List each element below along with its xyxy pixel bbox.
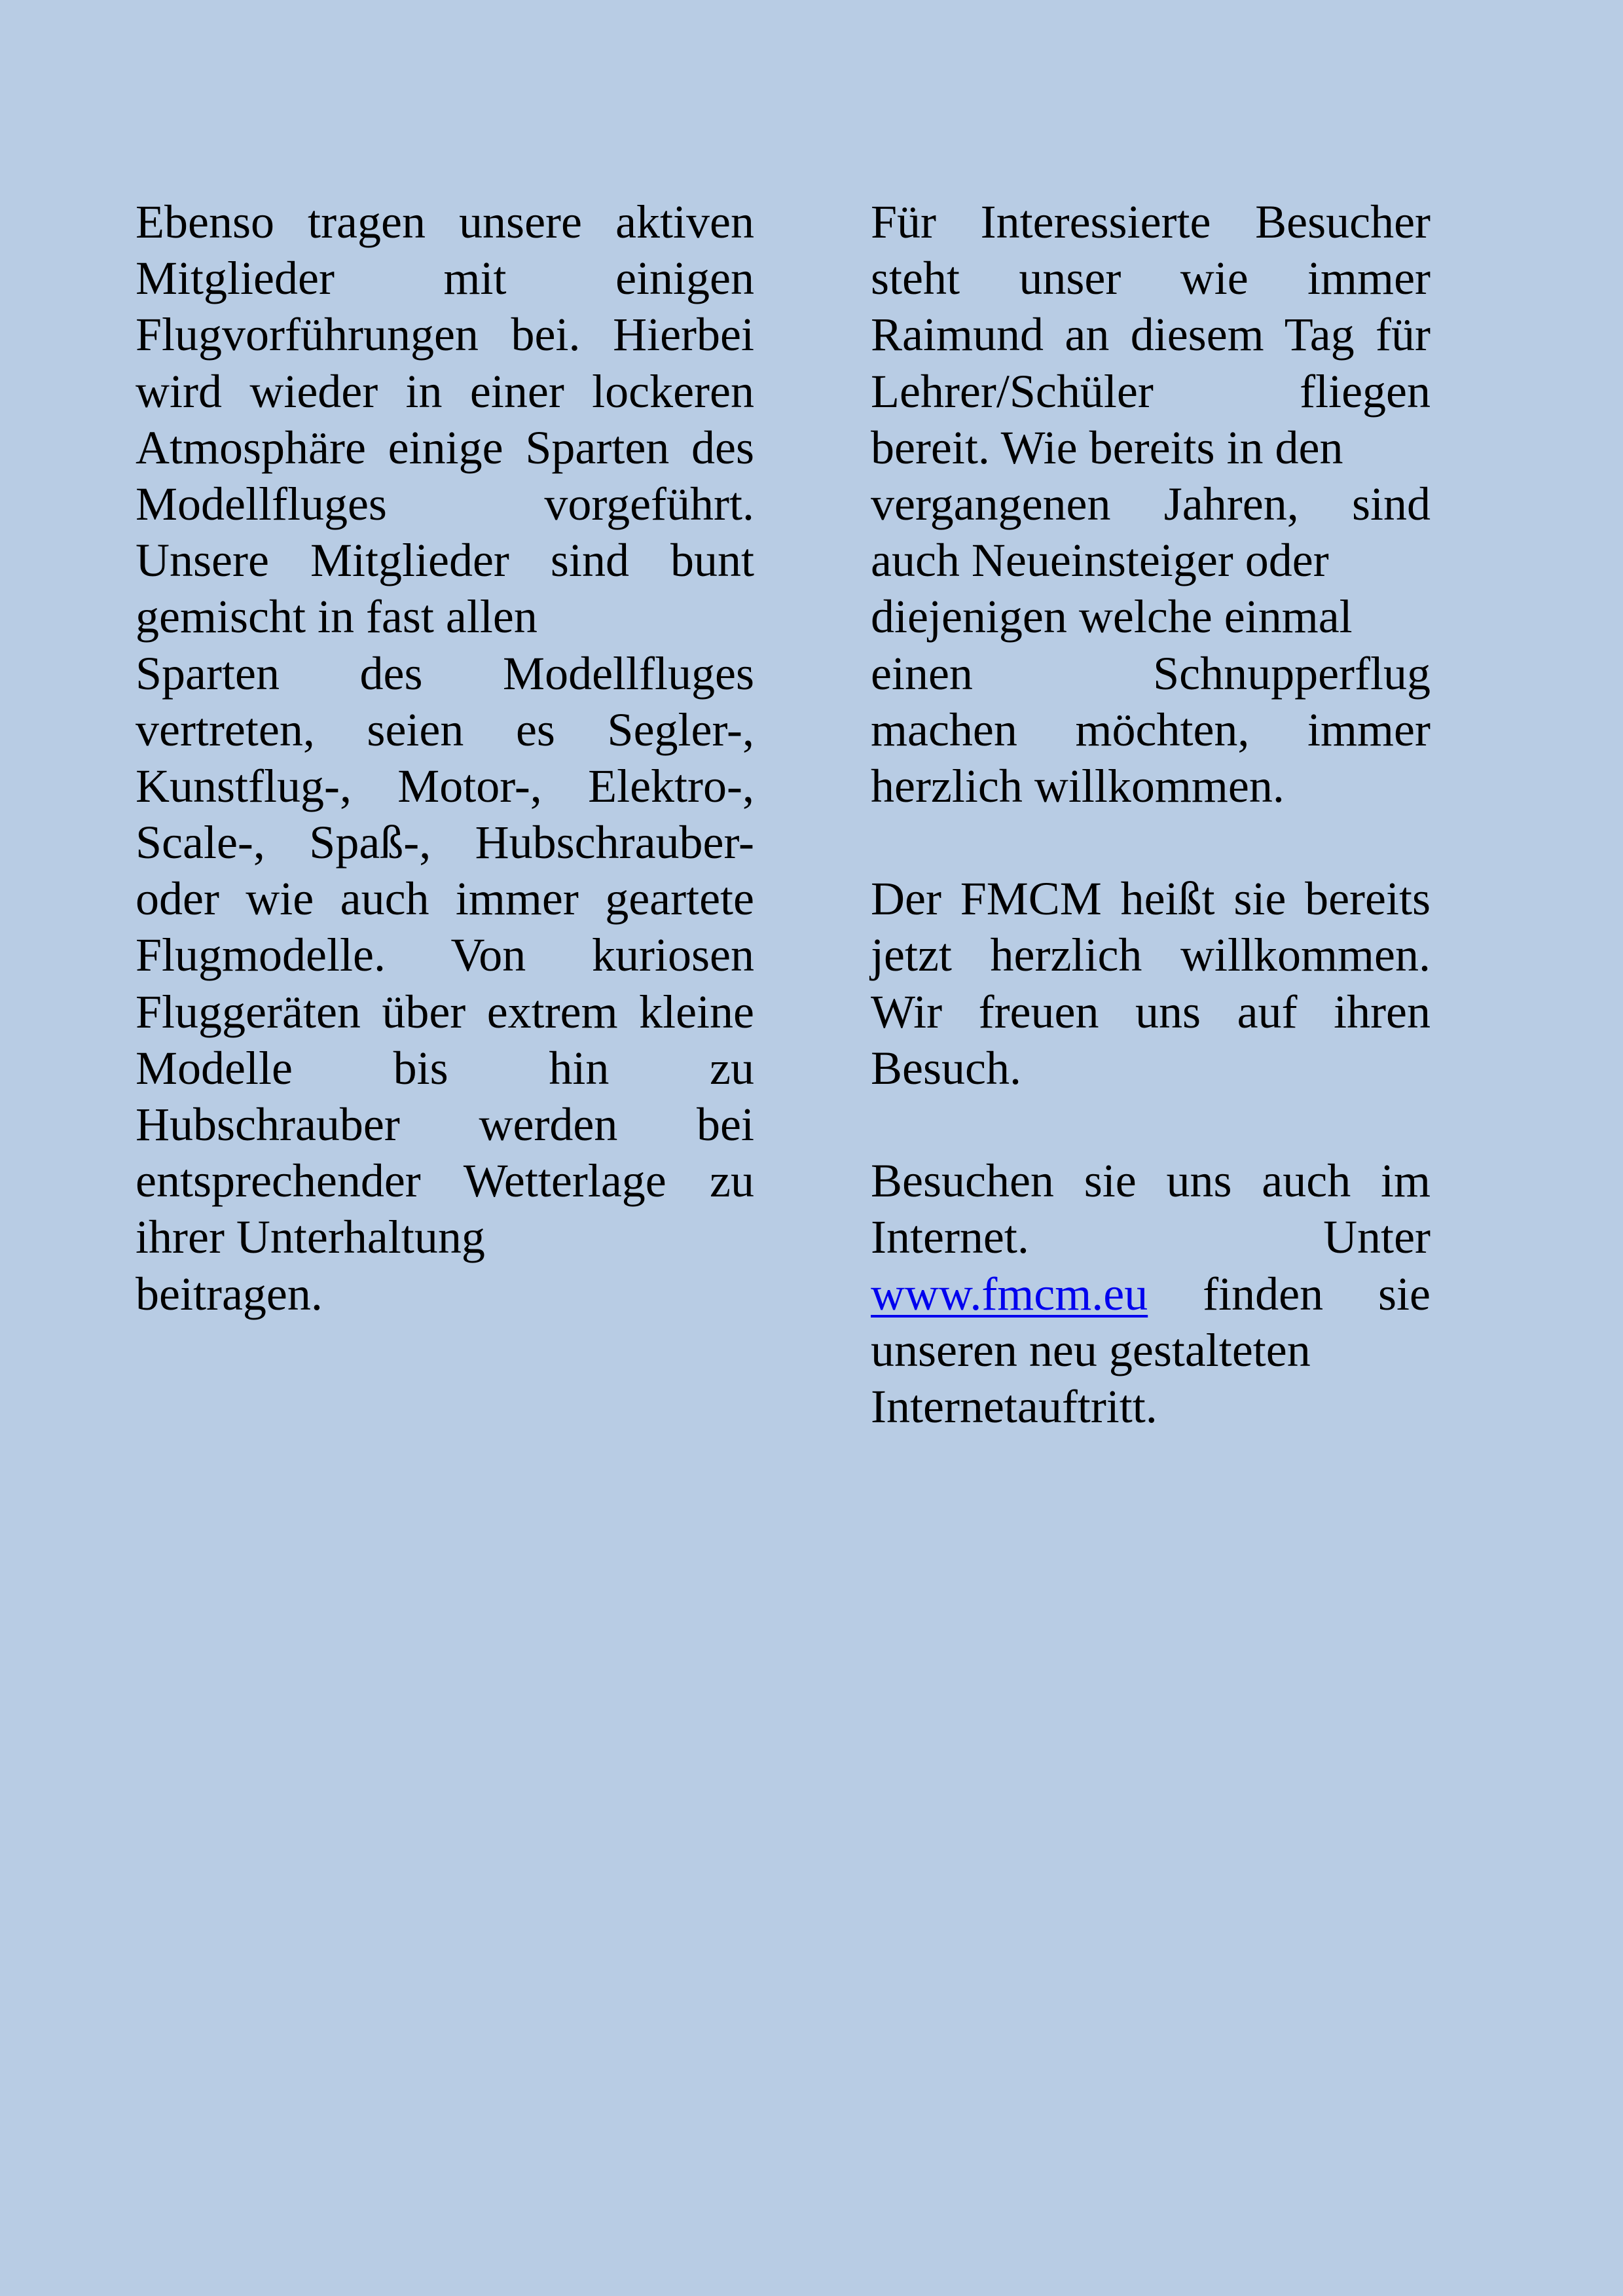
text-line: Besuch. xyxy=(871,1041,1021,1094)
link-line xyxy=(871,1266,1431,1322)
text-line: ihrer Unterhaltung xyxy=(136,1211,485,1264)
text-line: Internetauftritt. xyxy=(871,1380,1158,1433)
text-line: diejenigen welche einmal xyxy=(871,590,1353,643)
text-line: Scale-, Spaß-, Hubschrauber- xyxy=(136,816,754,869)
text-line: Sparten des Modellfluges xyxy=(136,647,754,700)
text-line: Wir freuen uns auf ihren xyxy=(871,985,1431,1038)
text-line: herzlich willkommen. xyxy=(871,759,1285,812)
paragraph-internet xyxy=(871,1153,1431,1435)
text-line: Mitglieder mit einigen xyxy=(136,252,754,305)
text-line: wird wieder in einer lockeren xyxy=(136,365,754,418)
paragraph-visitors xyxy=(871,194,1431,814)
text-line: Flugmodelle. Von kuriosen xyxy=(136,929,754,982)
left-text-column xyxy=(136,194,754,1322)
text-line: Ebenso tragen unsere aktiven xyxy=(136,196,754,248)
text-line: bereit. Wie bereits in den xyxy=(871,421,1343,474)
paragraph-spacer xyxy=(871,1096,1431,1153)
text-line: vergangenen Jahren, sind xyxy=(871,477,1431,530)
text-line: vertreten, seien es Segler-, xyxy=(136,703,754,756)
text-line: Für Interessierte Besucher xyxy=(871,196,1431,248)
text-line: Flugvorführungen bei. Hierbei xyxy=(136,308,754,361)
text-line: gemischt in fast allen xyxy=(136,590,538,643)
text-line: auch Neueinsteiger oder xyxy=(871,534,1329,587)
text-line: Besuchen sie uns auch im xyxy=(871,1155,1431,1208)
text-line: Raimund an diesem Tag für xyxy=(871,308,1431,361)
link-trailing-text: finden sie xyxy=(1203,1267,1431,1320)
text-line: beitragen. xyxy=(136,1267,323,1320)
paragraph-spacer xyxy=(871,814,1431,870)
text-line: Unsere Mitglieder sind bunt xyxy=(136,534,754,587)
paragraph-welcome xyxy=(871,870,1431,1096)
text-line: Modellfluges vorgeführt. xyxy=(136,477,754,530)
text-line: Internet. Unter xyxy=(871,1211,1431,1264)
text-line: entsprechender Wetterlage zu xyxy=(136,1155,754,1208)
text-line: Fluggeräten über extrem kleine xyxy=(136,985,754,1038)
text-line: Hubschrauber werden bei xyxy=(136,1098,754,1151)
text-line: Kunstflug-, Motor-, Elektro-, xyxy=(136,759,754,812)
website-link[interactable]: www.fmcm.eu xyxy=(871,1267,1148,1320)
text-line: Der FMCM heißt sie bereits xyxy=(871,872,1431,925)
right-text-column xyxy=(871,194,1431,1435)
text-line: Atmosphäre einige Sparten des xyxy=(136,421,754,474)
text-line: Lehrer/Schüler fliegen xyxy=(871,365,1431,418)
text-line: jetzt herzlich willkommen. xyxy=(871,929,1431,982)
text-line: oder wie auch immer geartete xyxy=(136,872,754,925)
text-line: machen möchten, immer xyxy=(871,703,1431,756)
text-line: unseren neu gestalteten xyxy=(871,1323,1311,1376)
text-line: Modelle bis hin zu xyxy=(136,1041,754,1094)
text-line: steht unser wie immer xyxy=(871,252,1431,305)
text-line: einen Schnupperflug xyxy=(871,647,1431,700)
